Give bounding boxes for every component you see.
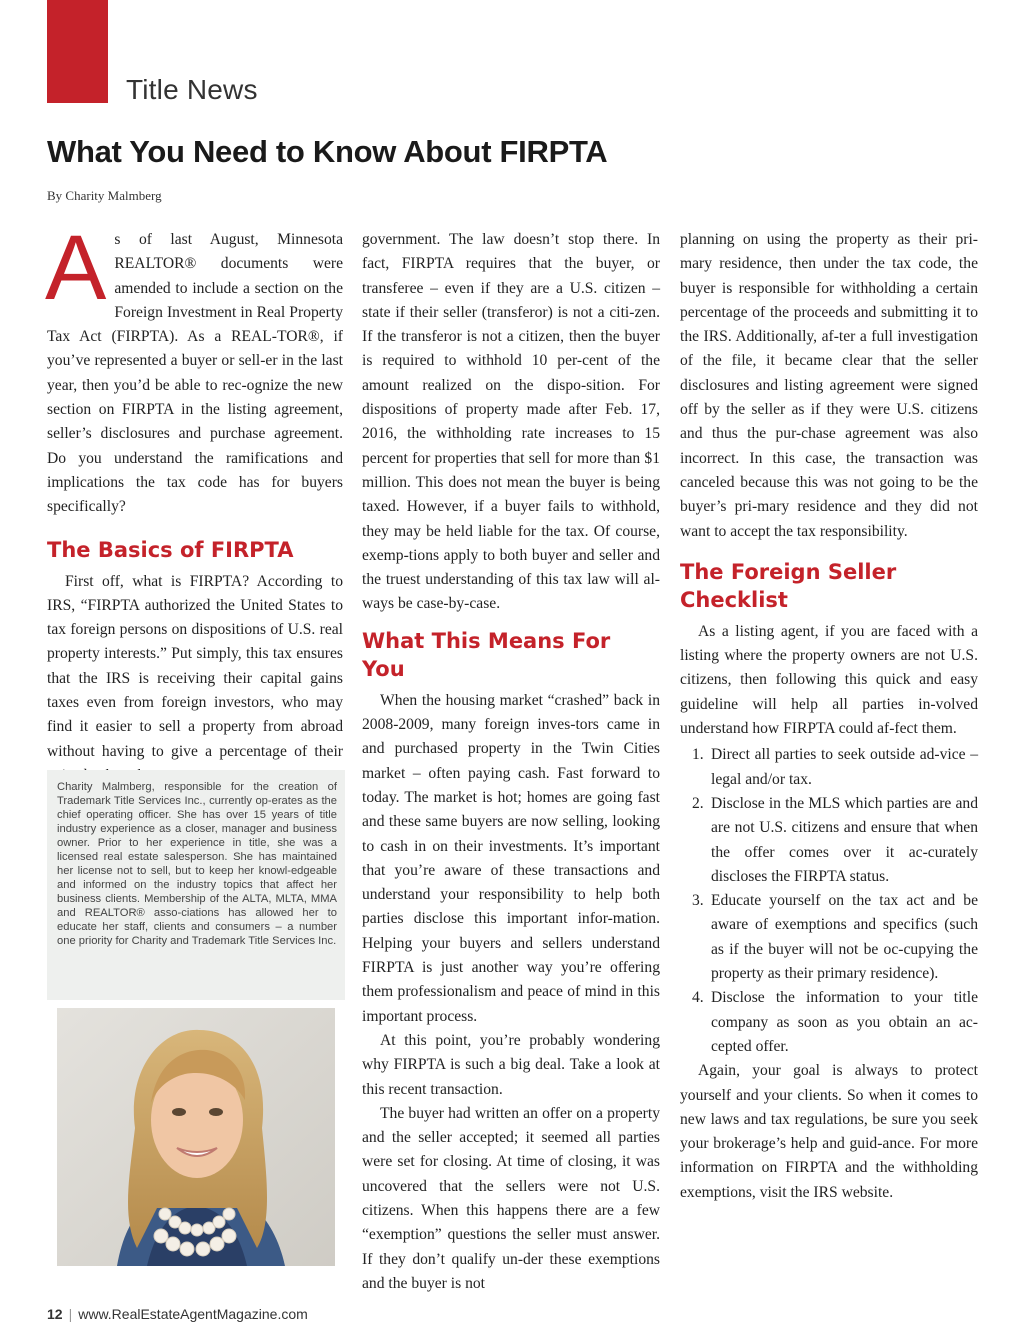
intro-paragraph bbox=[45, 217, 343, 520]
article-column-2 bbox=[362, 228, 660, 1296]
column3-paragraph-2: As a listing agent, if you are faced with a listing where the property owners are not U.S. citizens, then following this quick and easy guideline will help all parties in-volved understand how FIRPTA could af-fect them. bbox=[680, 622, 978, 738]
checklist-number: 4. bbox=[692, 989, 704, 1007]
author-caption: Charity Malmberg, responsible for the creation of Trademark Title Services Inc., currently op-erates as the chief operating officer. She has over 15 years of title industry experience as a closer, manager and business owner. Prior to her experience in title, she was a licensed real estate salesperson. She has maintained her license not to sell, but to keep her knowl-edgeable and informed on the industry topics that affect her business clients. Membership of the ALTA, MLTA, MMA and REALTOR® asso-ciations has allowed her to educate her staff, clients and consumers – a number one priority for Charity and Trademark Title Services Inc. bbox=[57, 781, 337, 947]
foreign-seller-checklist bbox=[680, 743, 978, 1059]
intro-text: s of last August, Minnesota REALTOR® documents were amended to include a section on the Foreign Investment in Real Property Tax Act (FIRPTA). As a REAL-TOR®, if you’ve represented a buyer or sell-er in the last year, then you’d be able to rec-ognize the new section on FIRPTA in the listing agreement, seller’s disclosures and purchase agreement. Do you understand the ramifications and implications the tax code has for buyers specifically? bbox=[47, 231, 343, 516]
checklist-number: 1. bbox=[692, 746, 704, 764]
column3-paragraph-1: planning on using the property as their pri-mary residence, then under the tax code, the buyer is responsible for withholding a certain percentage of the proceeds and submitting it to the IRS. Additionally, af-ter a full investigation of the file, it became clear that the seller disclosures and listing agreement were signed off by the seller as if they were U.S. citizens and thus the pur-chase agreement was also incorrect. In this case, the transaction was canceled because this was not going to be the buyer’s pri-mary residence and they did not want to accept the tax responsibility. bbox=[680, 231, 978, 540]
checklist-text: Disclose the information to your title company as soon as you obtain an ac-cepted offer. bbox=[711, 989, 978, 1055]
section-label: Title News bbox=[126, 74, 258, 105]
column3-paragraph-3: Again, your goal is always to protect yourself and your clients. So when it comes to new laws and tax regulations, be sure you seek your brokerage’s help and guid-ance. For more information on FIRPTA and the withholding exemptions, visit the IRS website. bbox=[680, 1062, 978, 1201]
page-footer bbox=[47, 1306, 308, 1322]
checklist-item bbox=[680, 792, 978, 889]
author-photo bbox=[57, 1008, 335, 1266]
checklist-number: 2. bbox=[692, 794, 704, 812]
byline: By Charity Malmberg bbox=[47, 188, 162, 203]
page-number: 12 bbox=[47, 1306, 63, 1322]
column2-paragraph-2: When the housing market “crashed” back in 2008-2009, many foreign inves-tors came in and purchased property in the Twin Cities market – often paying cash. Fast forward to today. The market is hot; homes are going fast and these same buyers are now selling, looking to cash in on their investments. It’s important that you’re aware of these transactions and understand your responsibility to help both parties disclose this important infor-mation. Helping your buyers and sellers understand FIRPTA is just another way you’re offering them professionalism and peace of mind in this important process. bbox=[362, 691, 660, 1025]
subhead-basics: The Basics of FIRPTA bbox=[47, 537, 294, 562]
checklist-text: Direct all parties to seek outside ad-vice – legal and/or tax. bbox=[711, 746, 978, 788]
subhead-what-this-means: What This Means For You bbox=[362, 628, 611, 681]
column2-paragraph-4: The buyer had written an offer on a property and the seller accepted; it seemed all parties were set for closing. At time of closing, it was uncovered that the sellers were not U.S. citizens. When this happens there are a few “exemption” questions the seller must answer. If they don’t qualify un-der these exemptions and the buyer is not bbox=[362, 1104, 660, 1292]
footer-website[interactable]: www.RealEstateAgentMagazine.com bbox=[78, 1306, 308, 1322]
checklist-item bbox=[680, 889, 978, 986]
checklist-text: Educate yourself on the tax act and be aware of exemptions and specifics (such as if the buyer will not be oc-cupying the property as their primary residence). bbox=[711, 892, 978, 983]
checklist-item bbox=[680, 743, 978, 792]
article-column-3 bbox=[680, 228, 978, 1205]
column2-paragraph-1: government. The law doesn’t stop there. In fact, FIRPTA requires that the buyer, or transferee – even if they are a U.S. citizen – state if their seller (transferor) is not a citi-zen. If the transferor is not a citizen, then the buyer is required to withhold 10 per-cent of the amount realized on the dispo-sition. For dispositions of property made after Feb. 17, 2016, the withholding rate increases to 15 percent for properties that sell for more than $1 million. This does not mean the buyer is being taxed. However, if a buyer fails to withhold, they may be held liable for the tax. Of course, exemp-tions apply to both buyer and seller and the truest understanding of this tax law will al-ways be case-by-case. bbox=[362, 231, 660, 613]
subhead-checklist: The Foreign Seller Checklist bbox=[680, 559, 897, 612]
red-accent-block bbox=[47, 0, 108, 103]
basics-paragraph: First off, what is FIRPTA? According to IRS, “FIRPTA authorized the United States to tax foreign persons on dispositions of U.S. real property interests.” Put simply, this tax ensures that the IRS is receiving their capital gains taxes even from foreign investors, who may find it easier to sell a property from abroad without having to give a percentage of their bbox=[47, 572, 343, 760]
checklist-item bbox=[680, 986, 978, 1059]
column2-paragraph-3: At this point, you’re probably wondering why FIRPTA is such a big deal. Take a look at this recent transaction. bbox=[362, 1031, 660, 1098]
footer-divider: | bbox=[68, 1306, 73, 1322]
article-headline: What You Need to Know About FIRPTA bbox=[47, 134, 608, 169]
checklist-number: 3. bbox=[692, 892, 704, 910]
checklist-text: Disclose in the MLS which parties are and are not U.S. citizens and ensure that when the offer comes over it ac-curately discloses the FIRPTA status. bbox=[711, 794, 978, 885]
dropcap: A bbox=[45, 217, 107, 319]
article-column-1 bbox=[45, 217, 343, 788]
